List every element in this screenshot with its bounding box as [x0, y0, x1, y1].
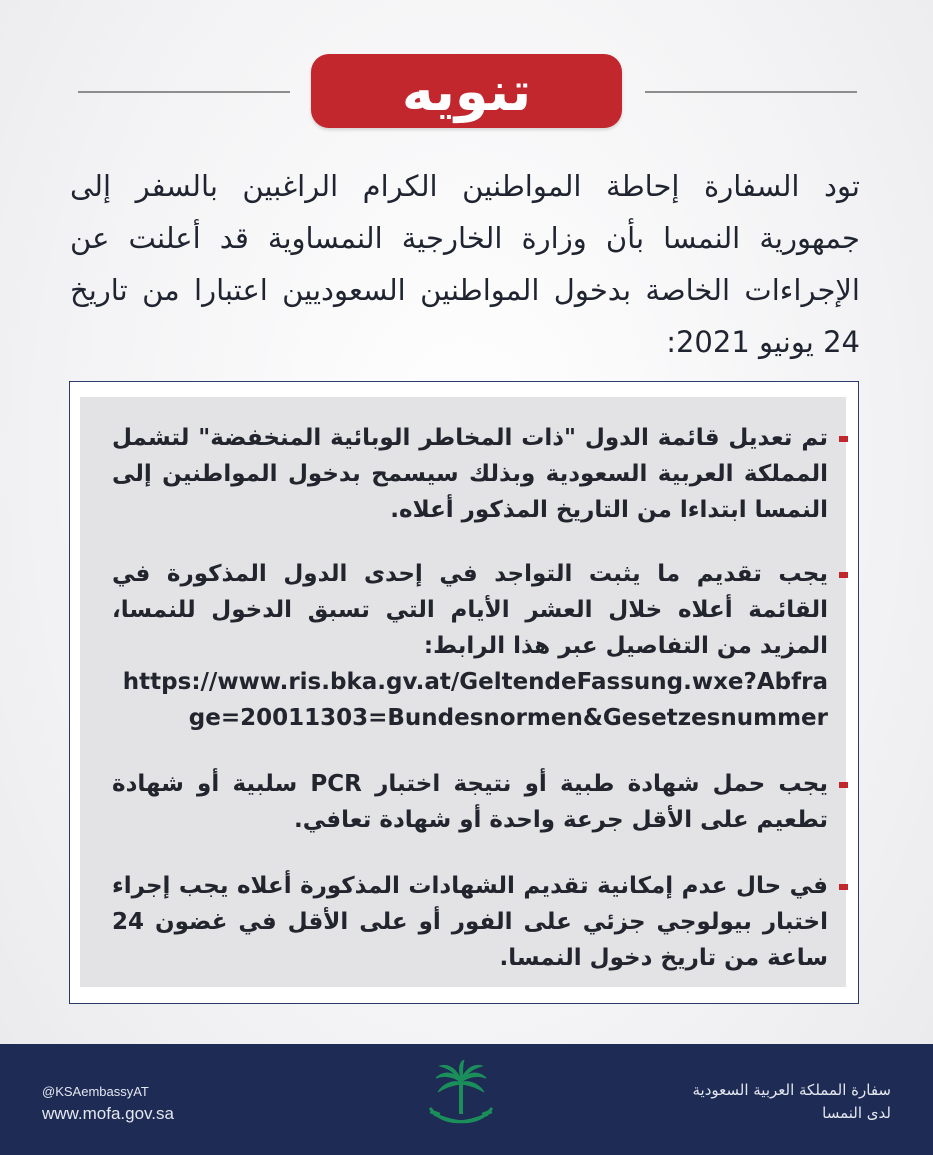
notice-item-text: في حال عدم إمكانية تقديم الشهادات المذكورة أعلاه يجب إجراء اختبار بيولوجي جزئي على الفور أو على الأقل في غضون 24 ساعة من تاريخ دخول النمسا.	[112, 873, 828, 971]
bullet-icon	[839, 572, 848, 578]
website-link[interactable]: www.mofa.gov.sa	[42, 1104, 174, 1123]
notice-title-badge	[311, 54, 622, 128]
bullet-icon	[839, 436, 848, 442]
palm-swords-emblem-icon	[422, 1060, 500, 1140]
title-divider-right	[645, 91, 857, 93]
notice-item-text: يجب حمل شهادة طبية أو نتيجة اختبار PCR سلبية أو شهادة تطعيم على الأقل جرعة واحدة أو شهادة تعافي.	[112, 771, 828, 833]
embassy-name: سفارة المملكة العربية السعودية	[692, 1081, 891, 1099]
regulation-link[interactable]: https://www.ris.bka.gv.at/GeltendeFassung.wxe?Abfrage=20011303=Bundesnormen&Gesetzesnummer	[122, 669, 828, 731]
intro-paragraph: تود السفارة إحاطة المواطنين الكرام الراغبين بالسفر إلى جمهورية النمسا بأن وزارة الخارجية النمساوية قد أعلنت عن الإجراءات الخاصة بدخول المواطنين السعوديين اعتبارا من تاريخ 24 يونيو 2021:	[70, 169, 860, 359]
footer-bar	[0, 1044, 933, 1155]
notice-item-1	[112, 420, 828, 528]
bullet-icon	[839, 884, 848, 890]
notice-item-text: تم تعديل قائمة الدول "ذات المخاطر الوبائية المنخفضة" لتشمل المملكة العربية السعودية وبذلك سيسمح بدخول المواطنين إلى النمسا ابتداءا من التاريخ المذكور أعلاه.	[112, 425, 828, 523]
notice-item-text: يجب تقديم ما يثبت التواجد في إحدى الدول المذكورة في القائمة أعلاه خلال العشر الأيام التي تسبق الدخول للنمسا، المزيد من التفاصيل عبر هذا الرابط:	[112, 561, 828, 659]
twitter-handle[interactable]: @KSAembassyAT	[42, 1084, 149, 1099]
notice-title: تنويه	[401, 59, 532, 123]
notice-item-3	[112, 766, 828, 838]
notice-item-4	[112, 868, 828, 976]
embassy-country: لدى النمسا	[822, 1104, 891, 1122]
bullet-icon	[839, 782, 848, 788]
notice-item-2	[112, 556, 828, 736]
title-divider-left	[78, 91, 290, 93]
